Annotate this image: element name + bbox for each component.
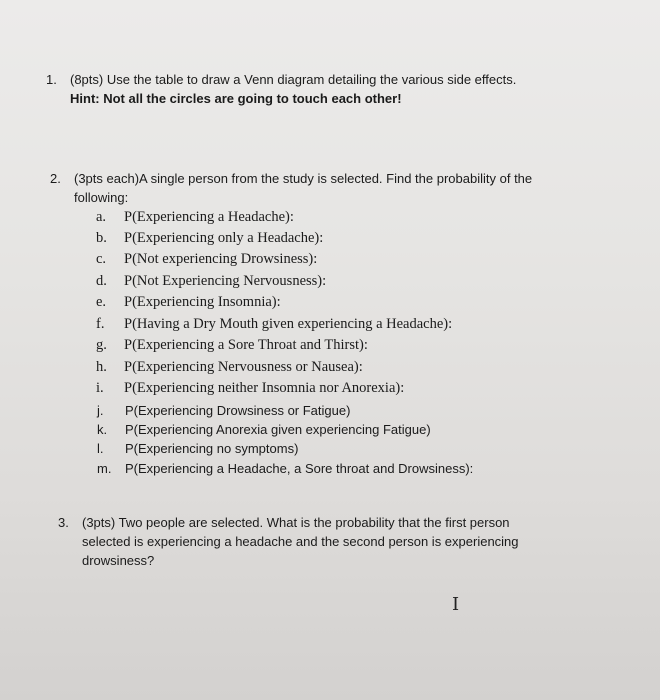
item-text: P(Experiencing only a Headache): bbox=[124, 230, 324, 246]
question-2-item-e bbox=[96, 294, 281, 311]
item-text: P(Experiencing a Sore Throat and Thirst): bbox=[124, 337, 368, 353]
item-label: l. bbox=[97, 441, 104, 456]
item-text: P(Having a Dry Mouth given experiencing a Headache): bbox=[124, 316, 453, 332]
question-1-number: 1. bbox=[46, 72, 57, 87]
item-text: P(Experiencing Insomnia): bbox=[124, 294, 281, 310]
item-text: P(Experiencing Drowsiness or Fatigue) bbox=[125, 403, 351, 418]
question-2-item-m bbox=[97, 461, 473, 476]
item-text: P(Not Experiencing Nervousness): bbox=[124, 273, 327, 289]
text-cursor-icon: I bbox=[452, 594, 460, 615]
item-label: f. bbox=[96, 316, 105, 332]
question-3-text-continued: selected is experiencing a headache and the second person is experiencing bbox=[82, 534, 519, 549]
item-label: b. bbox=[96, 230, 107, 246]
question-2-item-a bbox=[96, 209, 294, 226]
question-2-item-h bbox=[96, 359, 363, 376]
question-2-text: (3pts each)A single person from the study is selected. Find the probability of the bbox=[74, 171, 533, 186]
question-2-item-i bbox=[96, 380, 404, 397]
item-text: P(Experiencing Nervousness or Nausea): bbox=[124, 359, 363, 375]
question-2-text-continued: following: bbox=[74, 190, 129, 205]
question-2-item-g bbox=[96, 337, 368, 354]
item-text: P(Experiencing a Headache): bbox=[124, 209, 294, 225]
question-1-text: (8pts) Use the table to draw a Venn diagram detailing the various side effects. bbox=[70, 72, 517, 87]
item-label: c. bbox=[96, 251, 107, 267]
item-label: d. bbox=[96, 273, 107, 289]
question-2-item-c bbox=[96, 251, 317, 268]
item-label: h. bbox=[96, 359, 107, 375]
item-label: m. bbox=[97, 461, 112, 476]
item-label: j. bbox=[97, 403, 104, 418]
question-2-item-l bbox=[97, 441, 298, 456]
item-text: P(Experiencing neither Insomnia nor Anorexia): bbox=[124, 380, 405, 396]
item-label: g. bbox=[96, 337, 107, 353]
question-3-number: 3. bbox=[58, 515, 69, 530]
question-2-item-j bbox=[97, 403, 350, 418]
item-text: P(Not experiencing Drowsiness): bbox=[124, 251, 318, 267]
question-2-item-d bbox=[96, 273, 326, 290]
question-3-text: (3pts) Two people are selected. What is the probability that the first person bbox=[82, 515, 510, 530]
question-2-number: 2. bbox=[50, 171, 61, 186]
item-text: P(Experiencing no symptoms) bbox=[125, 441, 299, 456]
item-text: P(Experiencing a Headache, a Sore throat and Drowsiness): bbox=[125, 461, 474, 476]
item-label: a. bbox=[96, 209, 107, 225]
item-text: P(Experiencing Anorexia given experiencing Fatigue) bbox=[125, 422, 431, 437]
question-2-item-k bbox=[97, 422, 431, 437]
item-label: k. bbox=[97, 422, 108, 437]
item-label: e. bbox=[96, 294, 107, 310]
item-label: i. bbox=[96, 380, 104, 396]
question-2-item-b bbox=[96, 230, 323, 247]
question-3-text-end: drowsiness? bbox=[82, 553, 155, 568]
question-2-item-f bbox=[96, 316, 452, 333]
question-1-hint: Hint: Not all the circles are going to touch each other! bbox=[70, 91, 402, 106]
